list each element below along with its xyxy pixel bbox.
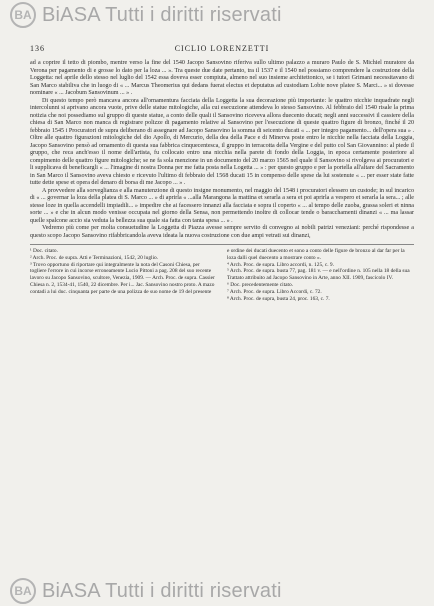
footnotes [30, 244, 414, 302]
paragraph: Vedremo più come per molta consuetudine la Loggetta di Piazza avesse sempre servito di convegno ai nobili patrizi veneziani: perché rispondesse a questo scopo Jacopo Sansovino rifabbricandola aveva ideata la nuova costruzione con due ampi vetrati sui dinanzi, [30, 225, 414, 239]
biasa-logo-icon: BA [10, 2, 36, 28]
biasa-logo-icon: BA [10, 578, 36, 604]
body-text [30, 60, 414, 240]
watermark-text-top: BiASA Tutti i diritti riservati [42, 3, 282, 26]
document-page [30, 44, 414, 302]
watermark-text-bottom: BiASA Tutti i diritti riservati [42, 579, 282, 602]
watermark-banner-bottom [0, 576, 434, 606]
footnote: ⁴ Arch. Proc. de supra. Libro accordi, n. 125, c. 9. [227, 261, 334, 268]
paragraph: A provvedere alla sorveglianza e alla manutenzione di questo insigne monumento, nel maggio del 1548 i procuratori elessero un custode; in sul incarico di « ... governar la loza della platea di S. Marco ... » di aprirla « ...alla Marangona la mattina et serarla a sera et poi aprirla a vespero et serarla la sera... ; alle stesse loze in quella accendelli impiadili... » impedire che ai facessero innanzi alla facciata e sopra il coperto « ... al tempo delle zuoba, grassa soleri et ninna sorte ... » e che in alcun modo venisse occupata nel giorno della Sensa, non permettendo inoltre di collocar tende o baracchamenti dinanzi « ... ma lassar quelle spalcone accio sia veduta la bellezza sua quale sia fatta con tanta spesa ... » . [30, 187, 414, 224]
footnote: ¹ Doc. citato. [30, 248, 58, 254]
paragraph: Di questo tempo però mancava ancora all'ornamentura facciata della Loggetta la sua decorazione più importante: le quattro nicchie inquadrate negli intercolunni si aprivano ancora vuote, prive delle statue mitologiche, alla cui esecuzione attendeva lo stesso Sansovino. Al febbraio del 1540 risale la prima notizia che noi possediamo sul gruppo di queste statue, a conto delle quali il Sansovino riceveva allora duecento ducati; negli anni successivi il cassiere della chiesa di San Marco non manca di registrare polizze di pagamento relative al Sansovino per l'esecuzione di queste quattro figure di bronzo, finché il 20 febbraio 1545 i Procuratori de supra deliberano di assegnare ad Jacopo Sansovino la somma di seicento ducati « ... per integro pagamento... dell'opera sua » . Oltre alle quattro figurazioni mitologiche del dio Apollo, di Mercurio, della dea della Pace e di Minerva poste entro le nicchie nella facciata della Loggia, Jacopo Sansovino pensò ad ornamento di questa sua fabbrica cinquecentesca, il gruppo in terracotta della Vergine e del putto col San Giovannino: al piede il gruppo, che reca anch'esso il nome dell'artista, fu collocato entro una nicchia nella parete di fondo della Loggia, in epoca certamente posteriore al compimento delle quattro figure mitologiche; se ne fa sola menzione in un documento del 20 marzo 1565 nel quale il Sansovino si rivolgeva ai procuratori e li supplicava di beneficargli « ... l'imagine di nostra Donna per me fatta posta nella Logetta ... » : per questo gruppo e per la portella all'altare del Sacramento in San Marco il Sansovino aveva chiesto e ricevuto l'ultimo di febbraio del 1568 ducati 15 in compenso delle spese da lui sostenute « ... per esser state fatte tutte dette spese et opera del denaro di borsa di me Jacopo ... » . [30, 97, 414, 186]
footnote: ⁸ Arch. Proc. de supra, busta 24, proc. 163, c. 7. [227, 295, 330, 302]
footnotes-right-column [227, 248, 414, 302]
page-number: 136 [30, 44, 45, 53]
footnote: e ordine dei ducati duecento et sono a conto delle figure de bronzo al dar far per la loza dalli quel duecento a mostrare conto ». [227, 248, 405, 261]
footnote: ⁷ Arch. Proc. de supra. Libro Accordi, c. 72. [227, 288, 322, 295]
footnote: ³ Trovo opportuno di riportare qui integralmente la nota del Casoni Chiesa, per togliere l'errore in cui incorse erroneamente Lucio Pittoni a pag. 208 del suo recente lavoro su Jacopo Sansovino, scultore, Venezia, 1909. — Arch. Proc. de supra. Cassier Chiesa n. 2, 1534-41, 1540, 22 dicembre. Per i... Jac. Sansovino nostro proto. A mazo contadi a lui duc. cinquanta per parte de una polizza de suo nome de 19 del presente [30, 261, 215, 295]
footnote: ⁶ Doc. precedentemente citato. [227, 281, 294, 288]
footnote: ⁵ Arch. Proc. de supra. busta 77, pag. 181 v. — e nell'ordine n. 105 nella 18 della sua Trattato attribuito ad Jacopo Sansovino in Arte, anno XII. 1909, fascicolo IV. [227, 268, 410, 282]
footnote: ² Arch. Proc. de supra. Atti e Terminazioni, 1542, 20 luglio. [30, 254, 159, 261]
running-header [30, 44, 414, 58]
watermark-banner-top [0, 0, 434, 30]
footnotes-left-column [30, 248, 217, 302]
paragraph: ad a coprire il tetto di piombo, mentre verso la fine del 1540 Jacopo Sansovino riferiva sullo ultimo palazzo a muraro Paulo de S. Michiel muratore da Verona per pagamento di e grosse lo dato per la loza ... ». Tra queste due date pertanto, tra il 1537 e il 1540 nel possiamo comprendere la costruzione della Loggetta: nel aprile dello stesso nel luglio del 1542 essa doveva esser compiuta, almeno nel suo insieme architettonico, se i tutori Grimani necessitavano di San Marco stabiliva che in luogo di « ... Marcus Theomerius qui dedans fuerat electus et deputatus ad custodiam Lobie nove platee S. Marci... » si dovesse nominare « ... Jacobum Sansovinum ... » . [30, 60, 414, 96]
running-title: CICLIO LORENZETTI [174, 44, 270, 53]
